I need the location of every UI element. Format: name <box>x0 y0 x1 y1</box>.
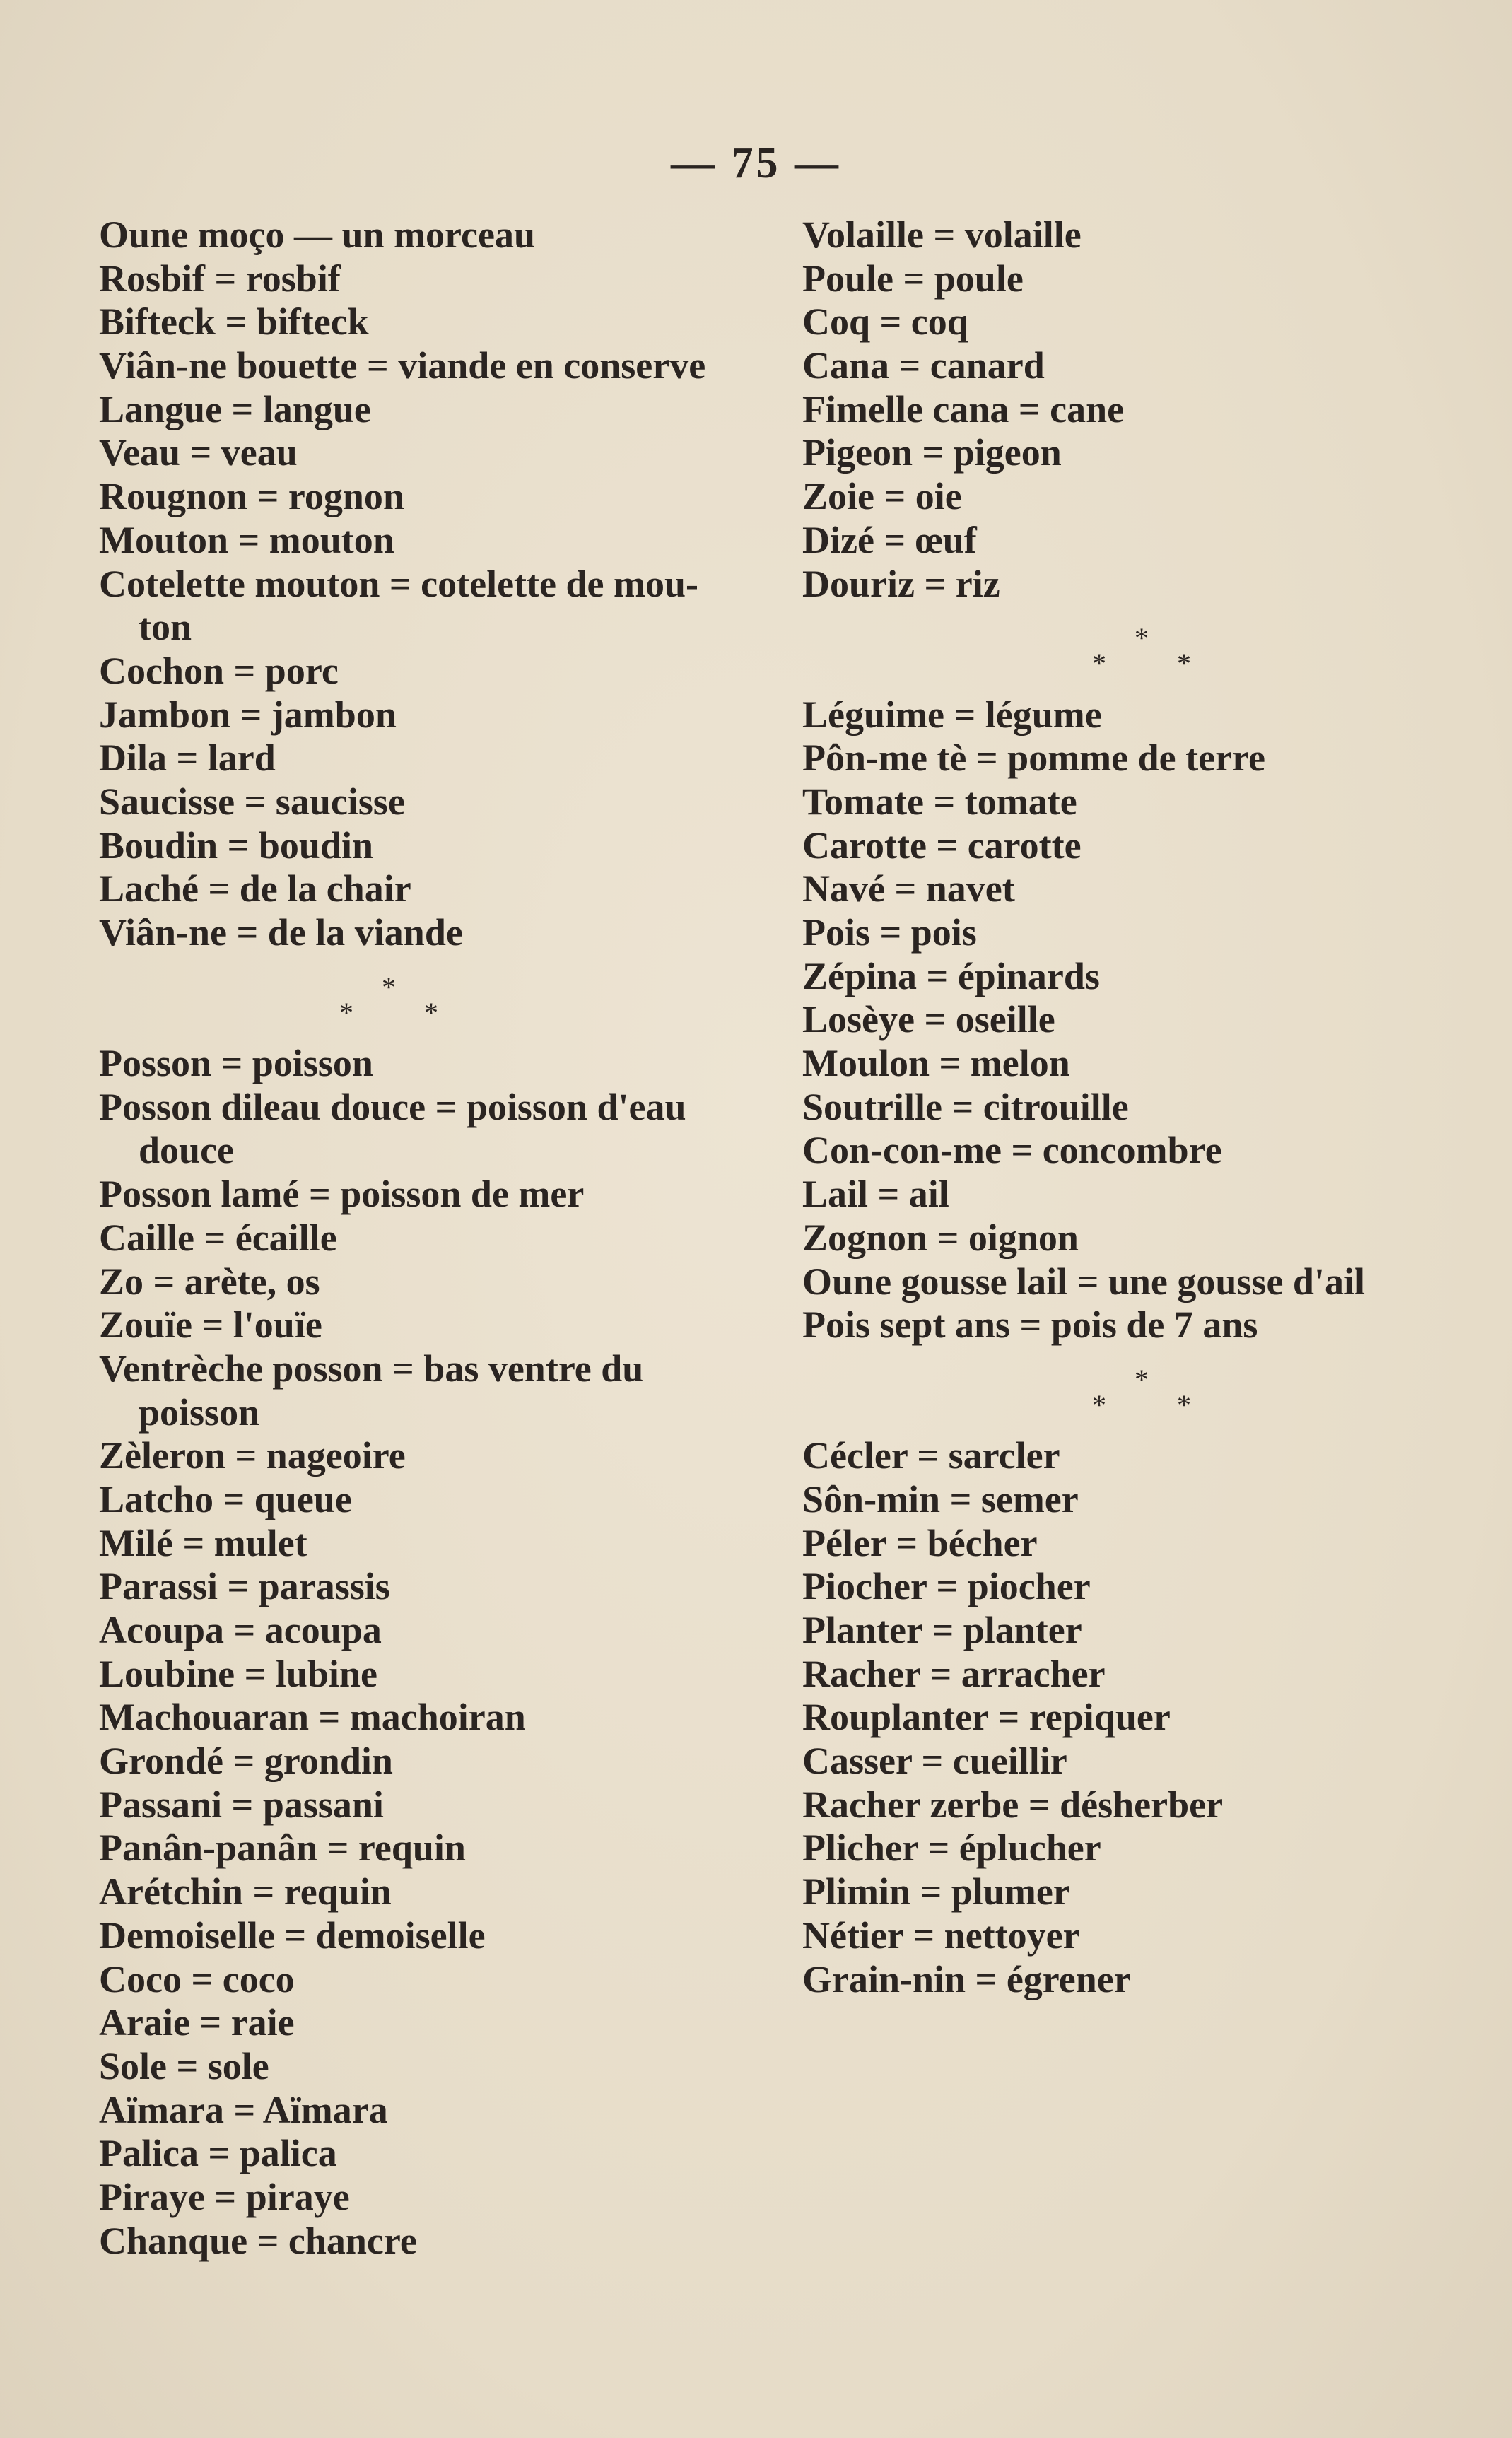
entry-line: Parassi = parassis <box>99 1565 390 1608</box>
entry-line: Poule = poule <box>802 257 1024 300</box>
garden-verbs-list <box>802 1434 1481 2001</box>
entry-line: Navé = navet <box>802 867 1015 910</box>
entry-line: Racher = arracher <box>802 1652 1106 1695</box>
entry-line: Mouton = mouton <box>99 518 394 561</box>
vegetable-vocabulary-list <box>802 693 1481 1347</box>
asterisk: * <box>1092 647 1106 680</box>
asterisk: * <box>1092 1388 1106 1421</box>
entry-line: Tomate = tomate <box>802 780 1077 823</box>
entry-line: Demoiselle = demoiselle <box>99 1914 486 1957</box>
meat-vocabulary-list <box>99 213 792 955</box>
left-column <box>99 213 792 2263</box>
asterisk: * <box>1135 622 1149 655</box>
entry-line: Léguime = légume <box>802 693 1102 736</box>
entry-line: Pigeon = pigeon <box>802 431 1062 474</box>
entry-line: Planter = planter <box>802 1609 1082 1652</box>
entry-line: Sôn-min = semer <box>802 1477 1079 1520</box>
right-column <box>802 213 1481 2001</box>
entry-line: Coco = coco <box>99 1957 295 2000</box>
entry-line: Grondé = grondin <box>99 1740 393 1783</box>
entry-line: Posson lamé = poisson de mer <box>99 1173 585 1216</box>
entry-line: Boudin = boudin <box>99 824 374 867</box>
entry-line: Plimin = plumer <box>802 1870 1070 1914</box>
entry-line-continuation: poisson <box>139 1390 260 1434</box>
entry-line: Arétchin = requin <box>99 1870 392 1914</box>
entry-line: Rougnon = rognon <box>99 475 404 518</box>
entry-line: Rosbif = rosbif <box>99 257 341 300</box>
entry-line: Losèye = oseille <box>802 998 1055 1041</box>
entry-line: Nétier = nettoyer <box>802 1914 1080 1957</box>
entry-line: Douriz = riz <box>802 562 1000 605</box>
entry-line: Soutrille = citrouille <box>802 1085 1129 1128</box>
entry-line: Con-con-me = concombre <box>802 1129 1222 1172</box>
entry-line: Latcho = queue <box>99 1477 352 1520</box>
entry-line: Moulon = melon <box>802 1042 1070 1085</box>
entry-line: Grain-nin = égrener <box>802 1957 1131 2000</box>
entry-line: Saucisse = saucisse <box>99 780 405 823</box>
entry-line: Dizé = œuf <box>802 518 977 561</box>
entry-line: Zouïe = l'ouïe <box>99 1303 322 1347</box>
section-separator-asterism <box>802 1347 1481 1434</box>
entry-line: Péler = bécher <box>802 1521 1038 1564</box>
entry-line: Carotte = carotte <box>802 824 1082 867</box>
entry-line: Racher zerbe = désherber <box>802 1783 1224 1826</box>
entry-line: Bifteck = bifteck <box>99 300 369 344</box>
entry-line: Plicher = éplucher <box>802 1827 1101 1870</box>
entry-line: Volaille = volaille <box>802 213 1082 256</box>
asterisk: * <box>1177 1388 1191 1421</box>
entry-line: Piocher = piocher <box>802 1565 1091 1608</box>
entry-line: Palica = palica <box>99 2132 337 2175</box>
entry-line: Araie = raie <box>99 2001 295 2044</box>
entry-line: Pôn-me tè = pomme de terre <box>802 737 1266 780</box>
entry-line: Dila = lard <box>99 737 276 780</box>
entry-line-continuation: ton <box>139 606 192 649</box>
entry-line: Rouplanter = repiquer <box>802 1696 1171 1739</box>
entry-line: Aïmara = Aïmara <box>99 2088 388 2131</box>
entry-line: Pois = pois <box>802 911 977 954</box>
entry-line: Zépina = épinards <box>802 954 1100 997</box>
entry-line: Loubine = lubine <box>99 1652 377 1695</box>
entry-line: Pois sept ans = pois de 7 ans <box>802 1303 1258 1347</box>
entry-line: Langue = langue <box>99 387 371 430</box>
entry-line: Zèleron = nageoire <box>99 1434 406 1477</box>
section-separator-asterism <box>802 606 1481 693</box>
entry-line-continuation: douce <box>139 1129 234 1172</box>
fish-vocabulary-list <box>99 1042 792 2263</box>
asterisk: * <box>382 971 396 1003</box>
entry-line: Posson dileau douce = poisson d'eau <box>99 1085 686 1128</box>
entry-line: Panân-panân = requin <box>99 1827 466 1870</box>
entry-line: Cochon = porc <box>99 649 339 692</box>
entry-line: Casser = cueillir <box>802 1740 1067 1783</box>
poultry-vocabulary-list <box>802 213 1481 606</box>
entry-line: Oune gousse lail = une gousse d'ail <box>802 1260 1365 1303</box>
entry-line: Fimelle cana = cane <box>802 387 1125 430</box>
entry-line: Veau = veau <box>99 431 298 474</box>
entry-line: Posson = poisson <box>99 1042 373 1085</box>
entry-line: Jambon = jambon <box>99 693 397 736</box>
entry-line: Cana = canard <box>802 344 1045 387</box>
entry-line: Laché = de la chair <box>99 867 411 910</box>
entry-line: Passani = passani <box>99 1783 384 1826</box>
entry-line: Viân-ne bouette = viande en conserve <box>99 344 706 387</box>
entry-line: Caille = écaille <box>99 1216 337 1259</box>
entry-line: Zo = arète, os <box>99 1260 320 1303</box>
entry-line: Oune moço — un morceau <box>99 213 535 256</box>
entry-line: Viân-ne = de la viande <box>99 911 463 954</box>
entry-line: Sole = sole <box>99 2044 269 2087</box>
entry-line: Machouaran = machoiran <box>99 1696 526 1739</box>
page-number: — 75 — <box>671 139 841 187</box>
entry-line: Milé = mulet <box>99 1521 307 1564</box>
entry-line: Cécler = sarcler <box>802 1434 1060 1477</box>
entry-line: Ventrèche posson = bas ventre du <box>99 1347 644 1390</box>
asterisk: * <box>424 996 438 1028</box>
entry-line: Lail = ail <box>802 1173 949 1216</box>
entry-line: Zoie = oie <box>802 475 962 518</box>
entry-line: Cotelette mouton = cotelette de mou- <box>99 562 698 605</box>
entry-line: Piraye = piraye <box>99 2175 350 2218</box>
asterisk: * <box>1177 647 1191 680</box>
entry-line: Zognon = oignon <box>802 1216 1079 1259</box>
entry-line: Coq = coq <box>802 300 968 344</box>
asterisk: * <box>1135 1363 1149 1395</box>
entry-line: Chanque = chancre <box>99 2219 417 2262</box>
asterisk: * <box>339 996 353 1028</box>
section-separator-asterism <box>99 955 679 1042</box>
entry-line: Acoupa = acoupa <box>99 1609 382 1652</box>
